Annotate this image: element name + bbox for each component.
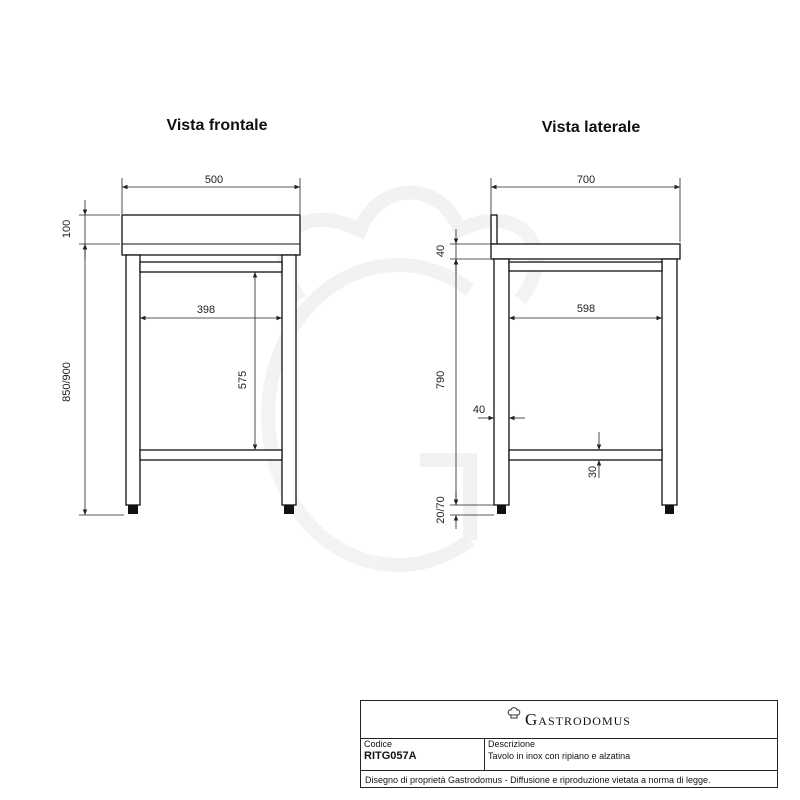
description-label: Descrizione — [488, 739, 536, 749]
side-front-foot — [665, 505, 674, 514]
side-lower-shelf — [509, 450, 662, 460]
dim-clearance-575: 575 — [237, 370, 249, 390]
front-view-title: Vista frontale — [166, 117, 268, 134]
code-cell — [361, 738, 485, 771]
side-back-foot — [497, 505, 506, 514]
front-top — [122, 215, 300, 255]
side-front-leg — [662, 259, 677, 505]
dim-leg-790: 790 — [435, 370, 447, 390]
dim-inner-598: 598 — [576, 303, 596, 315]
dim-shelf-30: 30 — [587, 465, 599, 479]
dim-height-850-900: 850/900 — [61, 362, 73, 402]
front-left-leg — [126, 255, 140, 505]
dim-depth-700: 700 — [576, 174, 596, 186]
side-upstand — [491, 215, 497, 244]
dim-width-500: 500 — [204, 174, 224, 186]
front-lower-shelf — [140, 450, 282, 460]
logo-row — [361, 701, 777, 739]
front-right-foot — [284, 505, 294, 514]
front-left-foot — [128, 505, 138, 514]
dim-leg-40: 40 — [472, 404, 486, 416]
side-upper-rail — [509, 262, 662, 271]
front-right-leg — [282, 255, 296, 505]
code-label: Codice — [364, 739, 393, 749]
side-top — [491, 244, 680, 259]
side-view-title: Vista laterale — [541, 119, 641, 136]
side-back-leg — [494, 259, 509, 505]
title-block — [360, 700, 778, 788]
description-value: Tavolo in inox con ripiano e alzatina — [488, 751, 631, 761]
dim-feet-20-70: 20/70 — [435, 496, 447, 524]
dim-top-40: 40 — [435, 244, 447, 258]
copyright-notice: Disegno di proprietà Gastrodomus - Diffusione e riproduzione vietata a norma di legge. — [365, 775, 711, 785]
dim-inner-398: 398 — [196, 304, 216, 316]
company-logo-text: Gastrodomus — [525, 709, 631, 729]
chef-hat-icon — [507, 706, 521, 725]
front-upper-rail — [140, 262, 282, 272]
description-cell — [485, 738, 777, 771]
front-view — [61, 174, 300, 515]
code-value: RITG057A — [364, 750, 417, 762]
dim-upstand-100: 100 — [61, 219, 73, 239]
